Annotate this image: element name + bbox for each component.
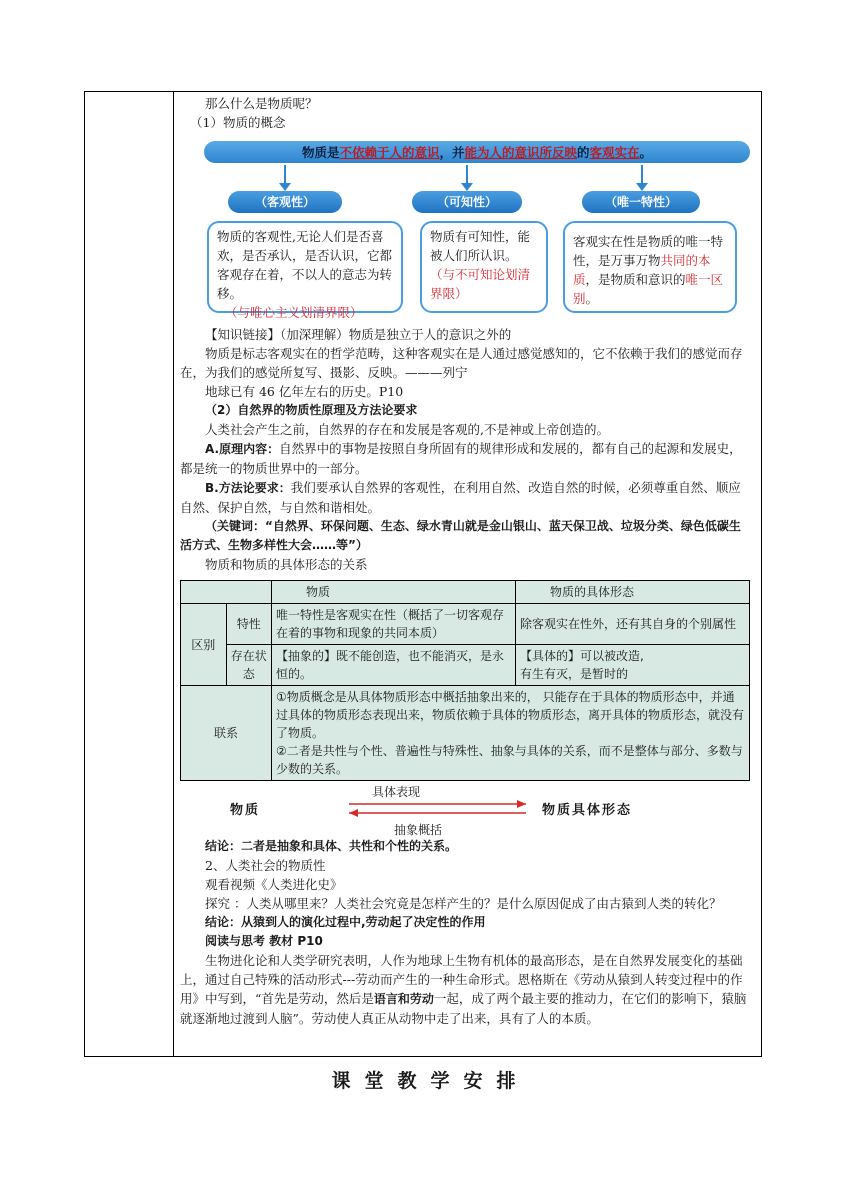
table-row — [181, 686, 750, 781]
cell-line: ①物质概念是从具体物质形态中概括抽象出来的， 只能存在于具体的物质形态中，并通过具体的物质形态表现出来，物质依赖于具体的物质形态，离开具体的物质形态，就没有了物质。 — [276, 690, 745, 740]
intro-question: 那么什么是物质呢？ — [205, 96, 318, 111]
principle-label: A.原理内容： — [205, 442, 280, 456]
table-cell: 【抽象的】既不能创造，也不能消灭，是永恒的。 — [272, 645, 516, 686]
conclusion-2: 结论：从猿到人的演化过程中,劳动起了决定性的作用 — [205, 915, 486, 929]
tag-objectivity: （客观性） — [228, 191, 342, 213]
table-row-label: 特性 — [226, 604, 272, 645]
table-cell — [272, 686, 750, 781]
principle-text: 自然界中的事物是按照自身所固有的规律形成和发展的，都有自己的起源和发展史，都是统一的物质世界中的一部分。 — [180, 441, 742, 476]
relation-bottom-label: 抽象概括 — [394, 823, 443, 837]
nature-heading: （2）自然界的物质性原理及方法论要求 — [205, 403, 418, 417]
lesson-content — [180, 94, 752, 1028]
explore-question: 探究 ：人类从哪里来？人类社会究竟是怎样产生的？是什么原因促成了由古猿到人类的转化？ — [205, 896, 722, 911]
method-paragraph — [180, 478, 752, 517]
relation-right-label: 物质具体形态 — [542, 803, 633, 818]
card-note: （与不可知论划清界限） — [430, 267, 531, 301]
banner-text: 物质是 — [301, 144, 340, 160]
card-text: 客观实在性是物质的唯一特性，是万事万物 — [573, 234, 724, 268]
video-line: 观看视频《人类进化史》 — [205, 877, 343, 892]
table-header-cell: 物质的具体形态 — [516, 581, 750, 604]
table-row — [181, 604, 750, 645]
relation-diagram — [180, 783, 752, 835]
card-knowability — [420, 221, 548, 313]
paragraph-text: 生物进化论和人类学研究表明，人作为地球上生物有机体的最高形态，是在自然界发展变化的基础上，通过自己特殊的活动形式---劳动而产生的一种生命形式。恩格斯在《劳动从猿到人转变过程中的作用》中写到，“首先是劳动，然后是 — [180, 953, 743, 1006]
conclusion-1: 结论：二者是抽象和具体、共性和个性的关系。 — [205, 839, 458, 853]
table-cell: 唯一特性是客观实在性（概括了一切客观存在着的事物和现象的共同本质） — [272, 604, 516, 645]
down-arrow-icon — [284, 165, 286, 185]
matter-concept-diagram — [180, 137, 752, 319]
earth-fact: 地球已有 46 亿年左右的历史。P10 — [205, 384, 404, 399]
definition-banner — [204, 141, 750, 163]
column-divider — [173, 92, 174, 1056]
banner-highlight: 能为人的意识所反映 — [464, 144, 577, 160]
card-objectivity — [207, 221, 403, 320]
paragraph-emphasis: 语言和劳动 — [373, 992, 434, 1006]
relation-heading: 物质和物质的具体形态的关系 — [205, 557, 368, 572]
table-header-cell: 物质 — [272, 581, 516, 604]
nature-intro: 人类社会产生之前，自然界的存在和发展是客观的,不是神或上帝创造的。 — [205, 422, 609, 437]
banner-highlight: 客观实在 — [589, 144, 640, 160]
card-text: 物质有可知性，能被人们所认识。 — [430, 229, 531, 263]
down-arrow-icon — [641, 165, 643, 185]
paragraph-text: 一起，成了两个最主要的推动力，在它们的影响下，猿脑就逐渐地过渡到人脑”。劳动使人真正从动物中走了出来，具有了人的本质。 — [180, 991, 747, 1026]
cell-line: 有生有灭，是暂时的 — [520, 667, 629, 681]
table-corner-cell — [181, 581, 272, 604]
down-arrow-icon — [466, 165, 468, 185]
concept-heading: （1）物质的概念 — [190, 115, 286, 130]
section-footer-title: 课堂教学安排 — [331, 1070, 530, 1092]
lenin-quote: 物质是标志客观实在的哲学范畴，这种客观实在是人通过感觉感知的，它不依赖于我们的感觉而存在，为我们的感觉所复写、摄影、反映。———列宁 — [180, 346, 743, 380]
card-unique-property — [563, 221, 737, 313]
banner-text: 的 — [577, 144, 590, 160]
card-note: （与唯心主义划清界限） — [225, 305, 363, 320]
relation-left-label: 物质 — [230, 803, 261, 818]
card-text: 物质的客观性,无论人们是否喜欢，是否承认，是否认识，它都客观存在着，不以人的意志为转移。 — [217, 229, 393, 301]
banner-text: 。 — [639, 144, 653, 160]
final-paragraph — [180, 951, 752, 1028]
relation-top-label: 具体表现 — [372, 785, 421, 799]
table-row-label: 区别 — [181, 604, 227, 686]
reading-line: 阅读与思考 教材 P10 — [205, 934, 323, 948]
double-arrow-icon — [345, 799, 530, 819]
keywords: （关键词：“自然界、环保问题、生态、绿水青山就是金山银山、蓝天保卫战、垃圾分类、绿色低碳生活方式、生物多样性大会……等”） — [180, 519, 741, 552]
method-text: 我们要承认自然界的客观性，在利用自然、改造自然的时候，必须尊重自然、顺应自然、保护自然，与自然和谐相处。 — [180, 480, 741, 515]
comparison-table — [180, 580, 750, 781]
banner-text: ，并 — [439, 144, 465, 160]
table-cell: 除客观实在性外，还有其自身的个别属性 — [516, 604, 750, 645]
tag-unique-property: （唯一特性） — [582, 191, 700, 213]
table-row — [181, 645, 750, 686]
table-row-label: 存在状态 — [226, 645, 272, 686]
tag-knowability: （可知性） — [412, 191, 522, 213]
card-text: 。 — [585, 291, 599, 306]
cell-line: ②二者是共性与个性、普遍性与特殊性、抽象与具体的关系，而不是整体与部分、多数与少数的关系。 — [276, 744, 743, 776]
cell-line: 【具体的】可以被改造, — [520, 649, 644, 663]
section-2-heading: 2、人类社会的物质性 — [205, 858, 326, 873]
table-row-label: 联系 — [181, 686, 272, 781]
principle-paragraph — [180, 439, 752, 478]
table-cell — [516, 645, 750, 686]
method-label: B.方法论要求： — [205, 481, 291, 495]
banner-highlight: 不依赖于人的意识 — [339, 144, 440, 160]
knowledge-link: 【知识链接】（加深理解）物质是独立于人的意识之外的 — [205, 327, 512, 342]
card-text: ，是物质和意识的 — [585, 272, 686, 287]
table-header-row — [181, 581, 750, 604]
card-highlight: 共同的本质 — [573, 253, 711, 287]
card-highlight: 唯一区别 — [573, 272, 724, 306]
